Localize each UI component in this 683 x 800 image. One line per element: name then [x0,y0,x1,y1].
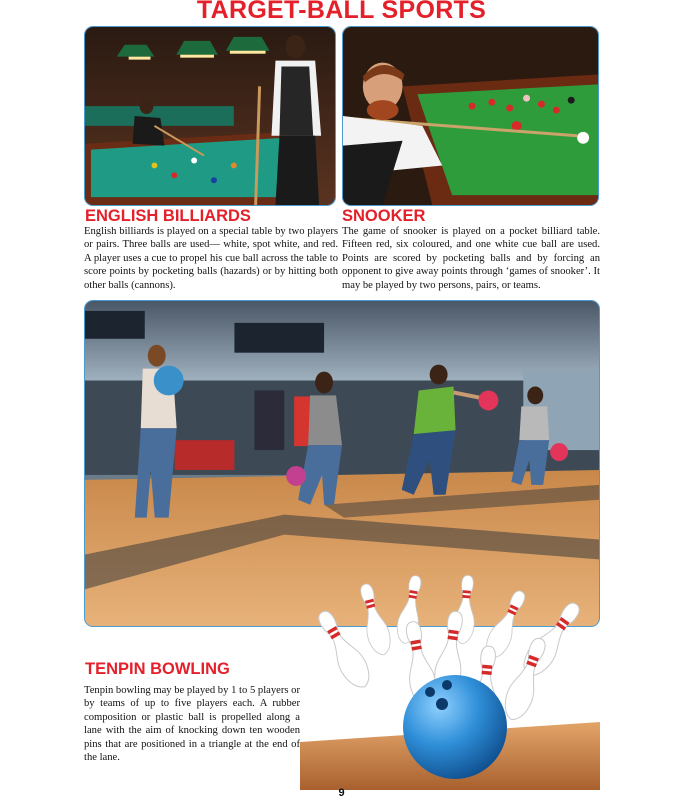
billiards-photo [84,26,336,206]
snooker-heading: SNOOKER [342,207,426,225]
snooker-photo [342,26,599,206]
page-number: 9 [338,787,345,799]
billiards-heading: ENGLISH BILLIARDS [85,207,251,225]
page-title: TARGET-BALL SPORTS [196,0,487,24]
bowling-text: Tenpin bowling may be played by 1 to 5 players or by teams of up to five players each. A rubber composition or plastic ball is propelled along a lane with the aim of knocking down ten wooden pins that are positioned in a triangle at the end of the lane. [84,685,300,764]
bowling-heading: TENPIN BOWLING [85,660,230,678]
bowling-pins-illustration [300,572,600,790]
billiards-text: English billiards is played on a special table by two players or pairs. Three balls are used— white, spot white, and red. A player uses a cue to propel his cue ball across the table to score points by pocketing balls (hazards) or by hitting both other balls (cannons). [84,226,338,291]
snooker-text: The game of snooker is played on a pocket billiard table. Fifteen red, six coloured, and one white cue ball are used. Points are scored by pocketing balls and by forcing an opponent to give away points through ‘games of snooker’. It may be played by two persons, pairs, or teams. [342,226,600,291]
